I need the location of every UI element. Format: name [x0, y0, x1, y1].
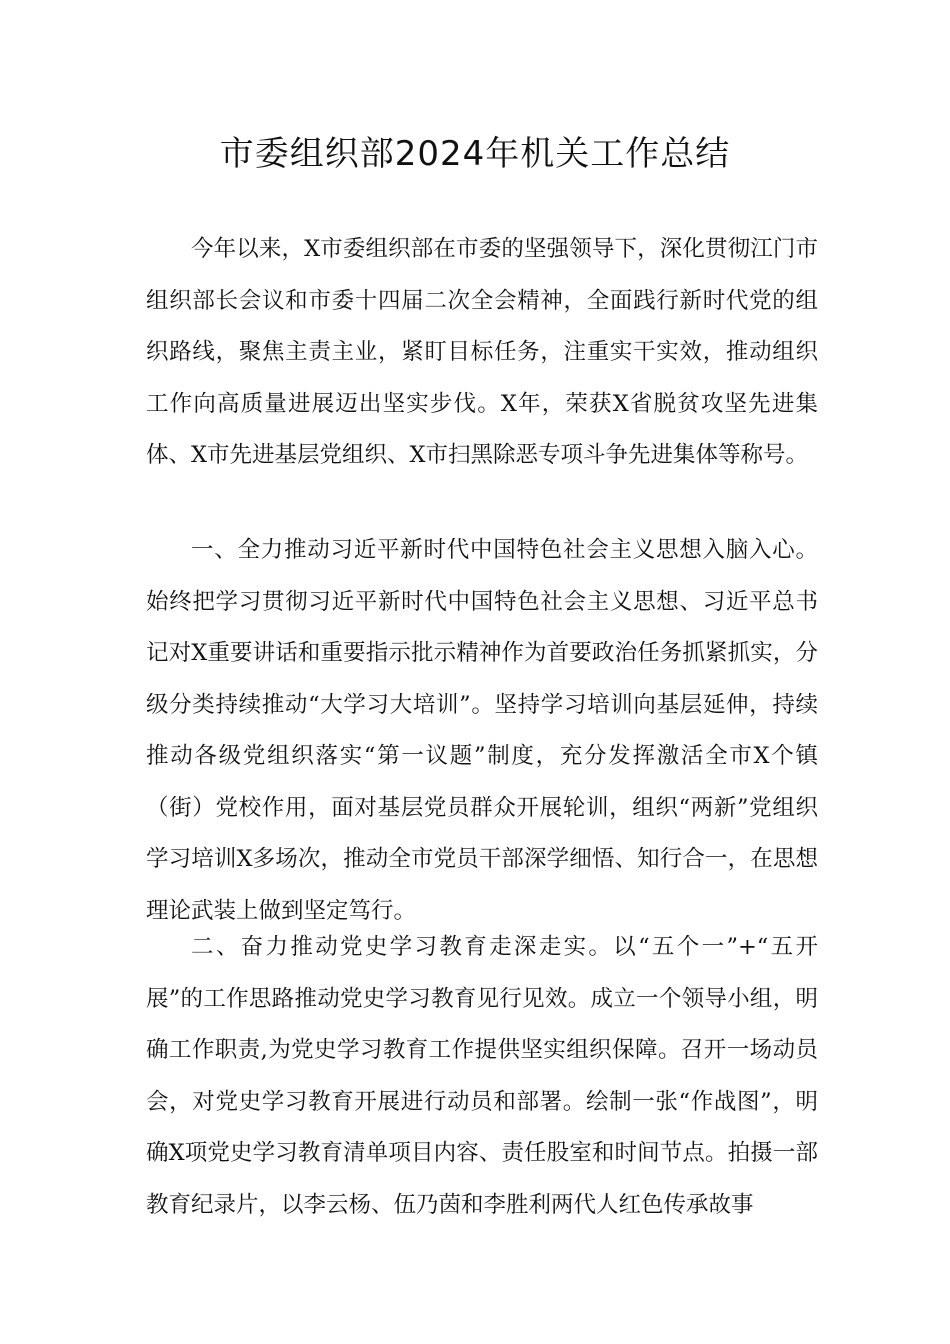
document-title: 市委组织部2024年机关工作总结	[219, 134, 731, 174]
intro-paragraph: 今年以来，X市委组织部在市委的坚强领导下，深化贯彻江门市组织部长会议和市委十四届二次全会精神，全面践行新时代党的组织路线，聚焦主责主业，紧盯目标任务，注重实干实效，推动组织工作向高质量进展迈出坚实步伐。X年，荣获X省脱贫攻坚先进集体、X市先进基层党组织、X市扫黑除恶专项斗争先进集体等称号。	[146, 236, 818, 468]
section-2-paragraph: 二、奋力推动党史学习教育走深走实。以“五个一”+“五开展”的工作思路推动党史学习教育见行见效。成立一个领导小组，明确工作职责,为党史学习教育工作提供坚实组织保障。召开一场动员会，对党史学习教育开展进行动员和部署。绘制一张“作战图”，明确X项党史学习教育清单项目内容、责任股室和时间节点。拍摄一部教育纪录片，以李云杨、伍乃茵和李胜利两代人红色传承故事	[146, 934, 818, 1218]
section-1-paragraph: 一、全力推动习近平新时代中国特色社会主义思想入脑入心。始终把学习贯彻习近平新时代中国特色社会主义思想、习近平总书记对X重要讲话和重要指示批示精神作为首要政治任务抓紧抓实，分级分类持续推动“大学习大培训”。坚持学习培训向基层延伸，持续推动各级党组织落实“第一议题”制度，充分发挥激活全市X个镇（街）党校作用，面对基层党员群众开展轮训，组织“两新”党组织学习培训X多场次，推动全市党员干部深学细悟、知行合一，在思想理论武装上做到坚定笃行。	[146, 537, 818, 924]
